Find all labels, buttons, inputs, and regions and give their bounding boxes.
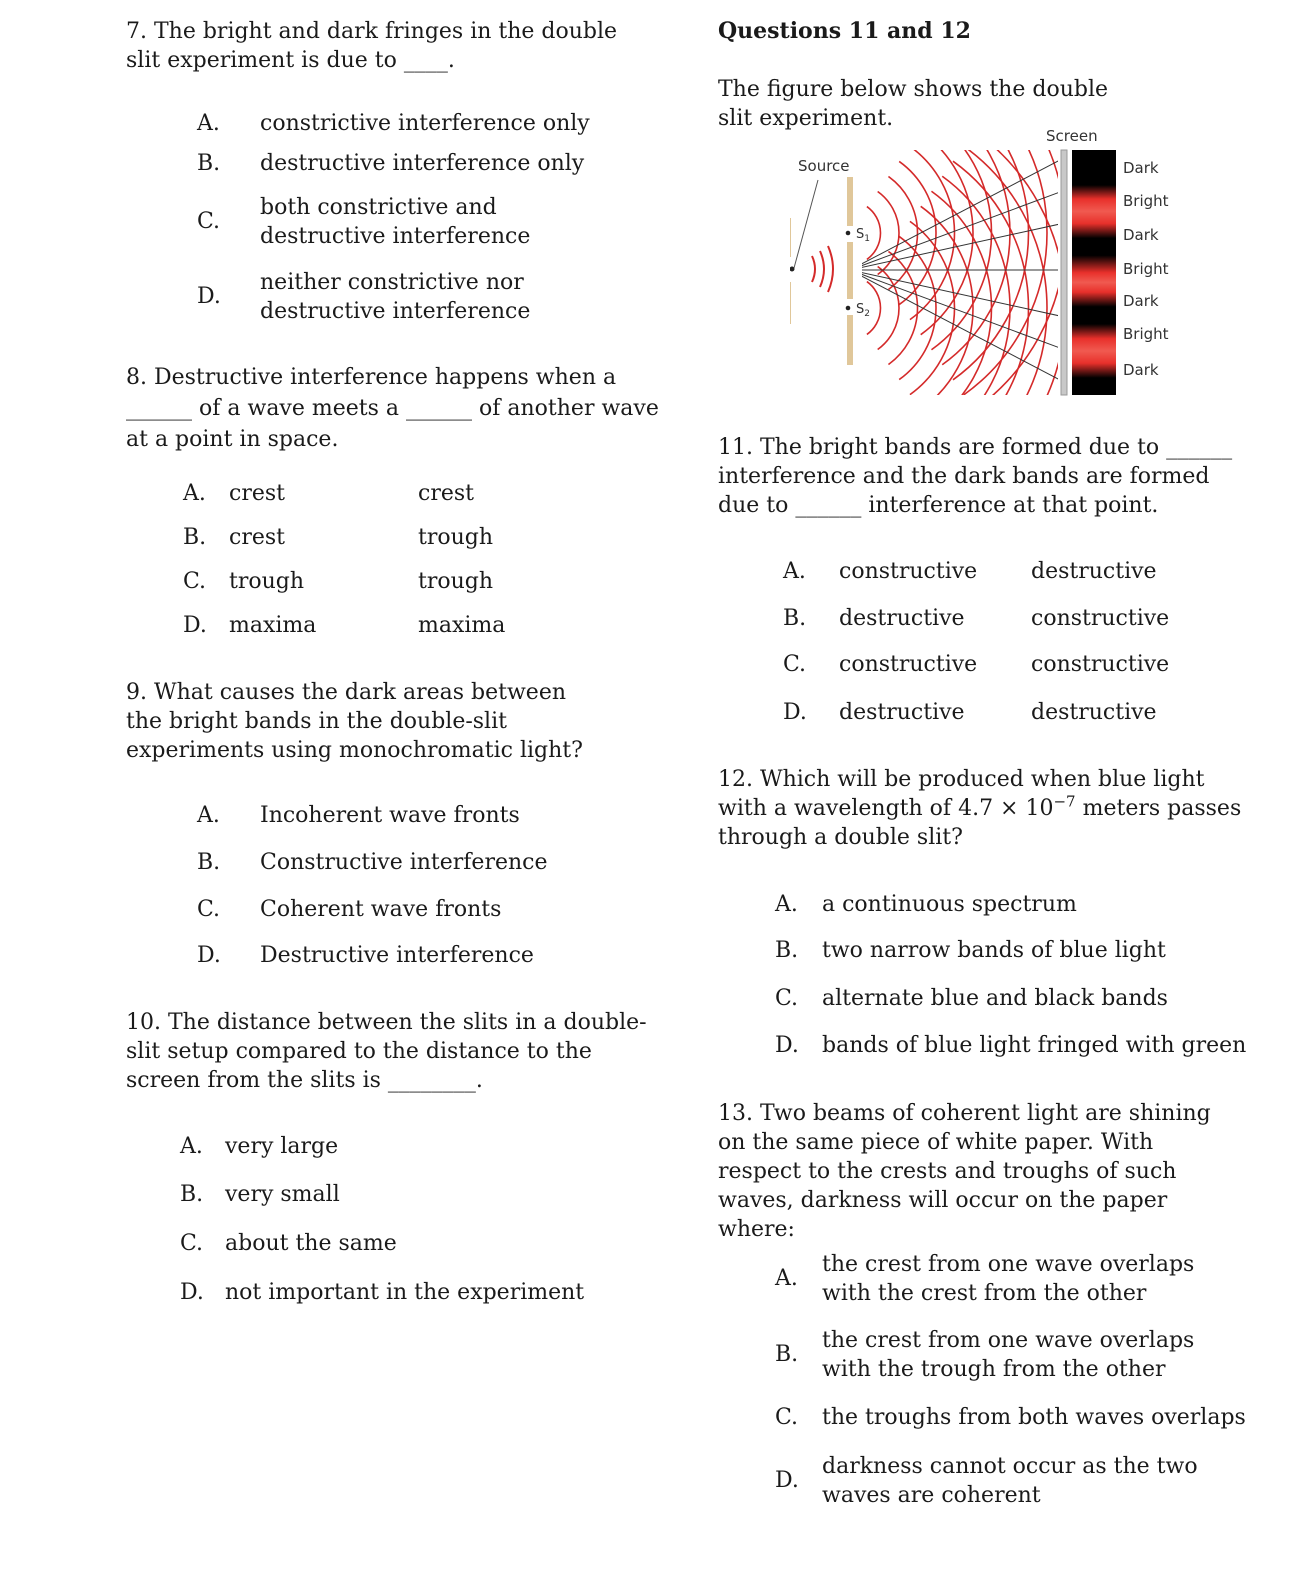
- band-labels: [1123, 159, 1169, 379]
- q8-option-a-letter: A.: [183, 481, 206, 506]
- screen-bar: [1061, 150, 1067, 395]
- q10-option-a-letter: A.: [180, 1134, 203, 1159]
- q13-option-d-letter: D.: [775, 1468, 799, 1493]
- q11-option-a-letter: A.: [783, 559, 806, 584]
- q8-option-d-letter: D.: [183, 613, 207, 638]
- question-12-stem: [718, 765, 1248, 852]
- question-9-stem: 9. What causes the dark areas between the bright bands in the double-slit experiments using monochromatic light?: [126, 680, 583, 763]
- q10-option-b-text: very small: [225, 1182, 340, 1207]
- question-8-stem-line2: ______ of a wave meets a ______ of another wave: [126, 396, 659, 421]
- q7-option-a-text: constrictive interference only: [260, 111, 590, 136]
- q12-option-b-letter: B.: [775, 938, 799, 963]
- q10-option-c-text: about the same: [225, 1231, 397, 1256]
- band-label-dark: Dark: [1123, 226, 1159, 244]
- q13-option-a-text: the crest from one wave overlaps with the crest from the other: [822, 1252, 1195, 1306]
- question-11-stem: 11. The bright bands are formed due to ______ interference and the dark bands are formed due to ______ interference at that point.: [718, 435, 1233, 518]
- q11-option-c-first: constructive: [839, 652, 978, 677]
- q10-option-b-letter: B.: [180, 1182, 204, 1207]
- q12-option-d-text: bands of blue light fringed with green: [822, 1033, 1247, 1058]
- q11-option-a-second: destructive: [1031, 559, 1157, 584]
- q8-option-b-second: trough: [418, 525, 494, 550]
- wavefront-arc: [867, 282, 881, 335]
- q11-option-b-second: constructive: [1031, 606, 1170, 631]
- q10-option-d-text: not important in the experiment: [225, 1280, 585, 1305]
- q12-stem-math: 4.7 × 10: [958, 796, 1054, 821]
- q9-option-d-letter: D.: [197, 943, 221, 968]
- q12-option-a-text: a continuous spectrum: [822, 892, 1077, 917]
- q8-option-b-first: crest: [229, 525, 285, 550]
- q7-option-d-letter: D.: [197, 284, 221, 309]
- q8-option-c-letter: C.: [183, 569, 207, 594]
- q8-option-d-first: maxima: [229, 613, 317, 638]
- q7-option-a-letter: A.: [197, 111, 220, 136]
- q11-option-c-second: constructive: [1031, 652, 1170, 677]
- double-slit-figure: [790, 130, 1230, 405]
- band-label-dark: Dark: [1123, 361, 1159, 379]
- q11-option-a-first: constructive: [839, 559, 978, 584]
- q9-option-a-letter: A.: [197, 803, 220, 828]
- q8-option-c-second: trough: [418, 569, 494, 594]
- q12-stem-text-end: meters passes through a double slit?: [718, 796, 1242, 850]
- question-13-stem: 13. Two beams of coherent light are shining on the same piece of white paper. With respect to the crests and troughs of such waves, darkness will occur on the paper where:: [718, 1101, 1211, 1242]
- q13-option-c-letter: C.: [775, 1405, 799, 1430]
- q12-option-c-letter: C.: [775, 986, 799, 1011]
- ray-line: [850, 160, 1060, 270]
- band-label-bright: Bright: [1123, 260, 1169, 278]
- wavefront-arc: [888, 251, 917, 364]
- q13-option-a-letter: A.: [775, 1266, 798, 1291]
- q12-option-d-letter: D.: [775, 1033, 799, 1058]
- q12-option-b-text: two narrow bands of blue light: [822, 938, 1166, 963]
- q10-option-d-letter: D.: [180, 1280, 204, 1305]
- q12-stem-exponent: −7: [1053, 792, 1076, 811]
- q8-option-a-first: crest: [229, 481, 285, 506]
- q11-option-b-first: destructive: [839, 606, 965, 631]
- q9-option-a-text: Incoherent wave fronts: [260, 803, 520, 828]
- question-10-stem: 10. The distance between the slits in a double-slit setup compared to the distance to the screen from the slits is ________.: [126, 1010, 647, 1093]
- q11-option-d-first: destructive: [839, 700, 965, 725]
- q13-option-b-letter: B.: [775, 1342, 799, 1367]
- q11-option-d-second: destructive: [1031, 700, 1157, 725]
- q8-option-c-first: trough: [229, 569, 305, 594]
- q8-option-a-second: crest: [418, 481, 474, 506]
- q7-option-b-letter: B.: [197, 151, 221, 176]
- q13-option-d-text: darkness cannot occur as the two waves are coherent: [822, 1454, 1198, 1508]
- source-label: Source: [798, 157, 850, 175]
- q9-option-c-letter: C.: [197, 897, 221, 922]
- slit-barrier: [846, 177, 853, 365]
- q13-option-b-text: the crest from one wave overlaps with the trough from the other: [822, 1328, 1195, 1382]
- wavefront-arc: [888, 176, 917, 289]
- wavefront-arc: [921, 131, 973, 334]
- screen-label: Screen: [1046, 130, 1098, 145]
- q12-option-c-text: alternate blue and black bands: [822, 986, 1168, 1011]
- q8-option-d-second: maxima: [418, 613, 506, 638]
- interference-pattern: [850, 130, 1066, 405]
- slit2-label: $S_2$: [856, 302, 870, 319]
- q9-option-c-text: Coherent wave fronts: [260, 897, 502, 922]
- q8-option-b-letter: B.: [183, 525, 207, 550]
- q9-option-b-letter: B.: [197, 850, 221, 875]
- question-7-stem: 7. The bright and dark fringes in the double slit experiment is due to ____.: [126, 19, 618, 73]
- q7-option-b-text: destructive interference only: [260, 151, 585, 176]
- band-label-bright: Bright: [1123, 192, 1169, 210]
- q7-option-c-letter: C.: [197, 209, 221, 234]
- slit1-label: $S_1$: [856, 227, 870, 244]
- section-intro: The figure below shows the double slit experiment.: [718, 77, 1108, 131]
- q12-stem-text: 12. Which will be produced when blue light with a wavelength of: [718, 767, 1205, 821]
- q11-option-b-letter: B.: [783, 606, 807, 631]
- q7-option-c-text: both constrictive and destructive interference: [260, 195, 531, 249]
- band-label-dark: Dark: [1123, 159, 1159, 177]
- section-title: Questions 11 and 12: [718, 18, 971, 44]
- q10-option-c-letter: C.: [180, 1231, 204, 1256]
- q7-option-d-text: neither constrictive nor destructive interference: [260, 270, 531, 324]
- question-8-stem-line3: at a point in space.: [126, 427, 339, 452]
- q13-option-c-text: the troughs from both waves overlaps: [822, 1405, 1246, 1430]
- wavefront-arc: [867, 207, 881, 260]
- wavefront-arc: [953, 130, 1029, 380]
- q11-option-d-letter: D.: [783, 700, 807, 725]
- band-label-bright: Bright: [1123, 325, 1169, 343]
- q11-option-c-letter: C.: [783, 652, 807, 677]
- q10-option-a-text: very large: [225, 1134, 339, 1159]
- band-label-dark: Dark: [1123, 292, 1159, 310]
- question-8-stem-line1: 8. Destructive interference happens when a: [126, 365, 617, 390]
- q12-option-a-letter: A.: [775, 892, 798, 917]
- q9-option-d-text: Destructive interference: [260, 943, 534, 968]
- wavefront-arc: [953, 161, 1029, 405]
- q9-option-b-text: Constructive interference: [260, 850, 548, 875]
- source-block: [790, 180, 833, 324]
- fringe-bands: [1072, 150, 1116, 395]
